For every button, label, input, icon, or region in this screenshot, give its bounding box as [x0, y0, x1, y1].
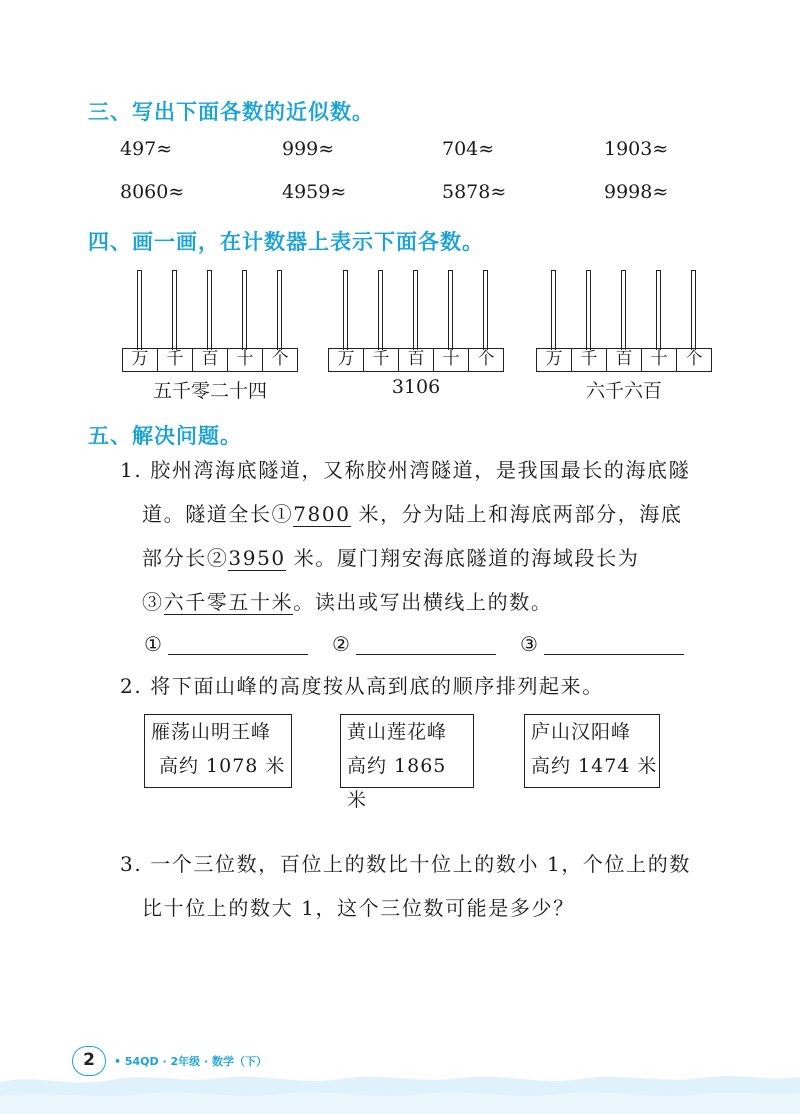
q3-line-1: 3. 一个三位数，百位上的数比十位上的数小 1，个位上的数	[120, 852, 691, 876]
mountain-height: 高约 1078 米	[159, 755, 286, 777]
underlined-value: 3950	[228, 546, 286, 570]
abacus-rod[interactable]	[551, 270, 556, 350]
answer-mark: ①	[144, 632, 162, 656]
abacus-place-labels	[328, 348, 504, 372]
place-label: 百	[399, 349, 434, 371]
approx-item: 999≈	[282, 138, 335, 160]
abacus-3[interactable]	[536, 266, 712, 372]
q1-text: 米，分为陆上和海底两部分，海底	[350, 502, 683, 526]
answer-line[interactable]	[544, 654, 684, 655]
place-label: 百	[607, 349, 642, 371]
mountain-name: 庐山汉阳峰	[531, 721, 632, 743]
approx-item: 704≈	[442, 138, 495, 160]
abacus-rod[interactable]	[448, 270, 453, 350]
answer-line[interactable]	[356, 654, 496, 655]
abacus-rod[interactable]	[207, 270, 212, 350]
place-label: 十	[642, 349, 677, 371]
place-label: 个	[271, 349, 289, 369]
abacus-rod[interactable]	[378, 270, 383, 350]
underlined-value: 六千零五十米	[163, 590, 294, 614]
abacus-rod[interactable]	[172, 270, 177, 350]
underlined-value: 7800	[293, 502, 351, 526]
answer-mark: ②	[332, 632, 350, 656]
place-label: 个	[685, 349, 703, 369]
place-label: 百	[193, 349, 228, 371]
answer-mark: ③	[520, 632, 538, 656]
answer-field-3[interactable]	[520, 632, 538, 656]
place-label: 万	[329, 349, 364, 371]
q1-text: 部分长	[142, 546, 207, 570]
abacus-rod[interactable]	[483, 270, 488, 350]
page-number: 2	[72, 1046, 106, 1076]
abacus-rod[interactable]	[586, 270, 591, 350]
question-2: 2. 将下面山峰的高度按从高到底的顺序排列起来。	[120, 674, 604, 698]
abacus-rod[interactable]	[656, 270, 661, 350]
q1-line-4	[120, 580, 740, 624]
place-label: 万	[537, 349, 572, 371]
q1-text: 。读出或写出横线上的数。	[293, 590, 553, 614]
approx-item: 9998≈	[604, 181, 669, 203]
book-info: • 54QD · 2年级 · 数学（下）	[114, 1055, 267, 1068]
place-label: 十	[228, 349, 263, 371]
place-label: 千	[364, 349, 399, 371]
abacus-2[interactable]	[328, 266, 504, 372]
mountain-card	[524, 714, 660, 788]
answer-line[interactable]	[168, 654, 308, 655]
approx-item: 5878≈	[442, 181, 507, 203]
abacus-rod[interactable]	[277, 270, 282, 350]
abacus-place-labels	[536, 348, 712, 372]
question-3	[120, 842, 740, 930]
mountain-card	[340, 714, 474, 811]
answer-field-1[interactable]	[144, 632, 162, 656]
question-1	[120, 448, 740, 624]
answer-field-2[interactable]	[332, 632, 350, 656]
abacus-1[interactable]	[122, 266, 298, 372]
approx-item: 497≈	[120, 138, 173, 160]
place-label: 十	[434, 349, 469, 371]
place-label: 个	[477, 349, 495, 369]
mountain-height: 高约 1865 米	[347, 755, 447, 811]
circled-mark: ③	[142, 590, 164, 614]
section-5-title: 五、解决问题。	[88, 424, 242, 448]
approx-item: 8060≈	[120, 181, 185, 203]
mountain-height: 高约 1474 米	[531, 755, 658, 777]
abacus-place-labels	[122, 348, 298, 372]
mountain-name: 黄山莲花峰	[347, 721, 448, 743]
q3-line-2: 比十位上的数大 1，这个三位数可能是多少？	[142, 896, 575, 920]
approx-item: 4959≈	[282, 181, 347, 203]
abacus-number: 五千零二十四	[152, 380, 267, 402]
section-4-title: 四、画一画，在计数器上表示下面各数。	[88, 230, 484, 254]
place-label: 千	[572, 349, 607, 371]
abacus-rod[interactable]	[691, 270, 696, 350]
q1-line-3	[120, 536, 740, 580]
abacus-number: 3106	[391, 376, 441, 398]
abacus-rod[interactable]	[621, 270, 626, 350]
place-label: 千	[158, 349, 193, 371]
q1-text: 米。厦门翔安海底隧道的海域段长为	[285, 546, 640, 570]
mountain-name: 雁荡山明王峰	[151, 721, 272, 743]
section-3-title: 三、写出下面各数的近似数。	[88, 100, 374, 124]
abacus-rod[interactable]	[242, 270, 247, 350]
place-label: 万	[123, 349, 158, 371]
abacus-rod[interactable]	[343, 270, 348, 350]
q1-line-1: 1. 胶州湾海底隧道，又称胶州湾隧道，是我国最长的海底隧	[120, 458, 691, 482]
circled-mark: ②	[206, 546, 229, 570]
circled-mark: ①	[271, 502, 294, 526]
abacus-rod[interactable]	[413, 270, 418, 350]
mountain-card	[144, 714, 292, 788]
abacus-rod[interactable]	[137, 270, 142, 350]
q1-line-2	[120, 492, 740, 536]
abacus-number: 六千六百	[585, 380, 662, 402]
approx-item: 1903≈	[604, 138, 669, 160]
q1-text: 道。隧道全长	[142, 502, 272, 526]
